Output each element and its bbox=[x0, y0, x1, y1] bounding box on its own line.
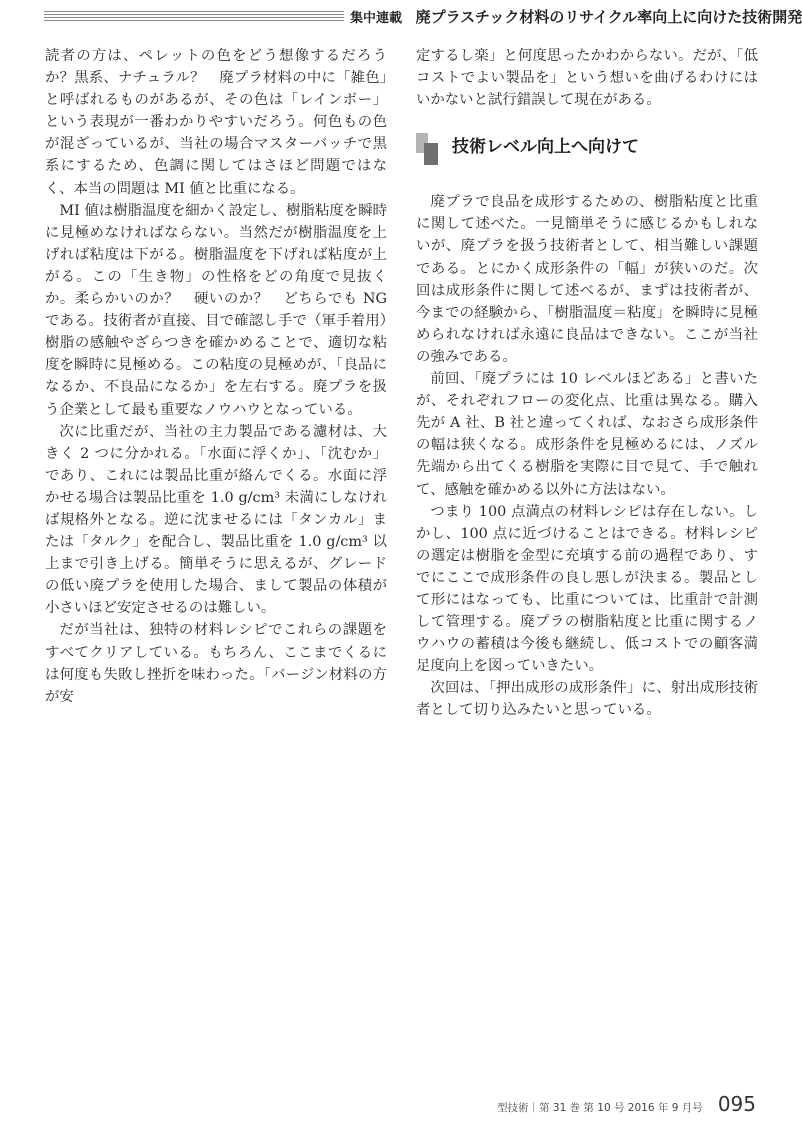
section-heading bbox=[416, 127, 758, 167]
heading-square-icon bbox=[416, 129, 446, 165]
header-rule bbox=[44, 11, 344, 23]
paragraph: つまり 100 点満点の材料レシピは存在しない。しかし、100 点に近づけることはできる。材料レシピの選定は樹脂を金型に充填する前の過程であり、すでにここで成形条件の良し悪しが決まる。製品として形にはなっても、比重については、比重計で計測して管理する。廃プラの樹脂粘度と比重に関するノウハウの蓄積は今後も継続し、低コストでの顧客満足度向上を図っていきたい。 bbox=[416, 503, 758, 675]
paragraph-continued: 定するし楽」と何度思ったかわからない。だが、「低コストでよい製品を」という想いを曲げるわけにはいかないと試行錯誤して現在がある。 bbox=[416, 48, 758, 109]
paragraph: 次に比重だが、当社の主力製品である濾材は、大きく 2 つに分かれる。「水面に浮くか」、「沈むか」であり、これには製品比重が絡んでくる。水面に浮かせる場合は製品比重を 1.0 g/cm³ 未満にしなければ規格外となる。逆に沈ませるには「タンカル」または「タルク」を配合し、製品比重を 1.0 g/cm³ 以上まで引き上げる。簡単そうに思えるが、グレードの低い廃プラを使用した場合、まして製品の体積が小さいほど安定させるのは難しい。 bbox=[45, 423, 387, 617]
paragraph: 前回、「廃プラには 10 レベルほどある」と書いたが、それぞれフローの変化点、比重は異なる。購入先が A 社、B 社と違ってくれば、なおさら成形条件の幅は狭くなる。成形条件を見極めるには、ノズル先端から出てくる樹脂を実際に目で見て、手で触れて、感触を確かめる以外に方法はない。 bbox=[416, 371, 758, 498]
page-footer bbox=[497, 1092, 756, 1116]
series-label: 集中連載 bbox=[350, 11, 403, 26]
right-column bbox=[416, 45, 758, 722]
running-header bbox=[350, 6, 802, 28]
section-heading-text: 技術レベル向上へ向けて bbox=[452, 137, 639, 158]
paragraph: MI 値は樹脂温度を細かく設定し、樹脂粘度を瞬時に見極めなければならない。当然だが樹脂温度を上げれば粘度は下がる。樹脂温度を下げれば粘度が上がる。この「生き物」の性格をどの角度で見抜くか。柔らかいのか？ 硬いのか？ どちらでも NG である。技術者が直接、目で確認し手で（軍手着用）樹脂の感触やざらつきを確かめることで、適切な粘度を瞬時に見極める。この粘度の見極めが、「良品になるか、不良品になるか」を左右する。廃プラを扱う企業として最も重要なノウハウとなっている。 bbox=[45, 202, 387, 418]
paragraph: 読者の方は、ペレットの色をどう想像するだろうか？黒系、ナチュラル？ 廃プラ材料の中に「雑色」と呼ばれるものがあるが、その色は「レインボー」という表現が一番わかりやすいだろう。何色もの色が混ざっているが、当社の場合マスターバッチで黒系にするため、色調に関してはさほど問題ではなく、本当の問題は MI 値と比重になる。 bbox=[45, 48, 387, 197]
series-title: 廃プラスチック材料のリサイクル率向上に向けた技術開発 bbox=[415, 8, 802, 26]
paragraph: 次回は、「押出成形の成形条件」に、射出成形技術者として切り込みたいと思っている。 bbox=[416, 680, 758, 719]
left-column bbox=[45, 45, 387, 708]
paragraph: 廃プラで良品を成形するための、樹脂粘度と比重に関して述べた。一見簡単そうに感じるかもしれないが、廃プラを扱う技術者として、相当難しい課題である。とにかく成形条件の「幅」が狭いのだ。次回は成形条件に関して述べるが、まずは技術者が、今までの経験から、「樹脂温度＝粘度」を瞬時に見極められなければ永遠に良品はできない。ここが当社の強みである。 bbox=[416, 194, 758, 365]
paragraph: だが当社は、独特の材料レシピでこれらの課題をすべてクリアしている。もちろん、ここまでくるには何度も失敗し挫折を味わった。「バージン材料の方が安 bbox=[45, 622, 387, 705]
publication-info: 型技術｜第 31 巻 第 10 号 2016 年 9 月号 bbox=[497, 1102, 703, 1114]
page-number: 095 bbox=[717, 1092, 756, 1116]
